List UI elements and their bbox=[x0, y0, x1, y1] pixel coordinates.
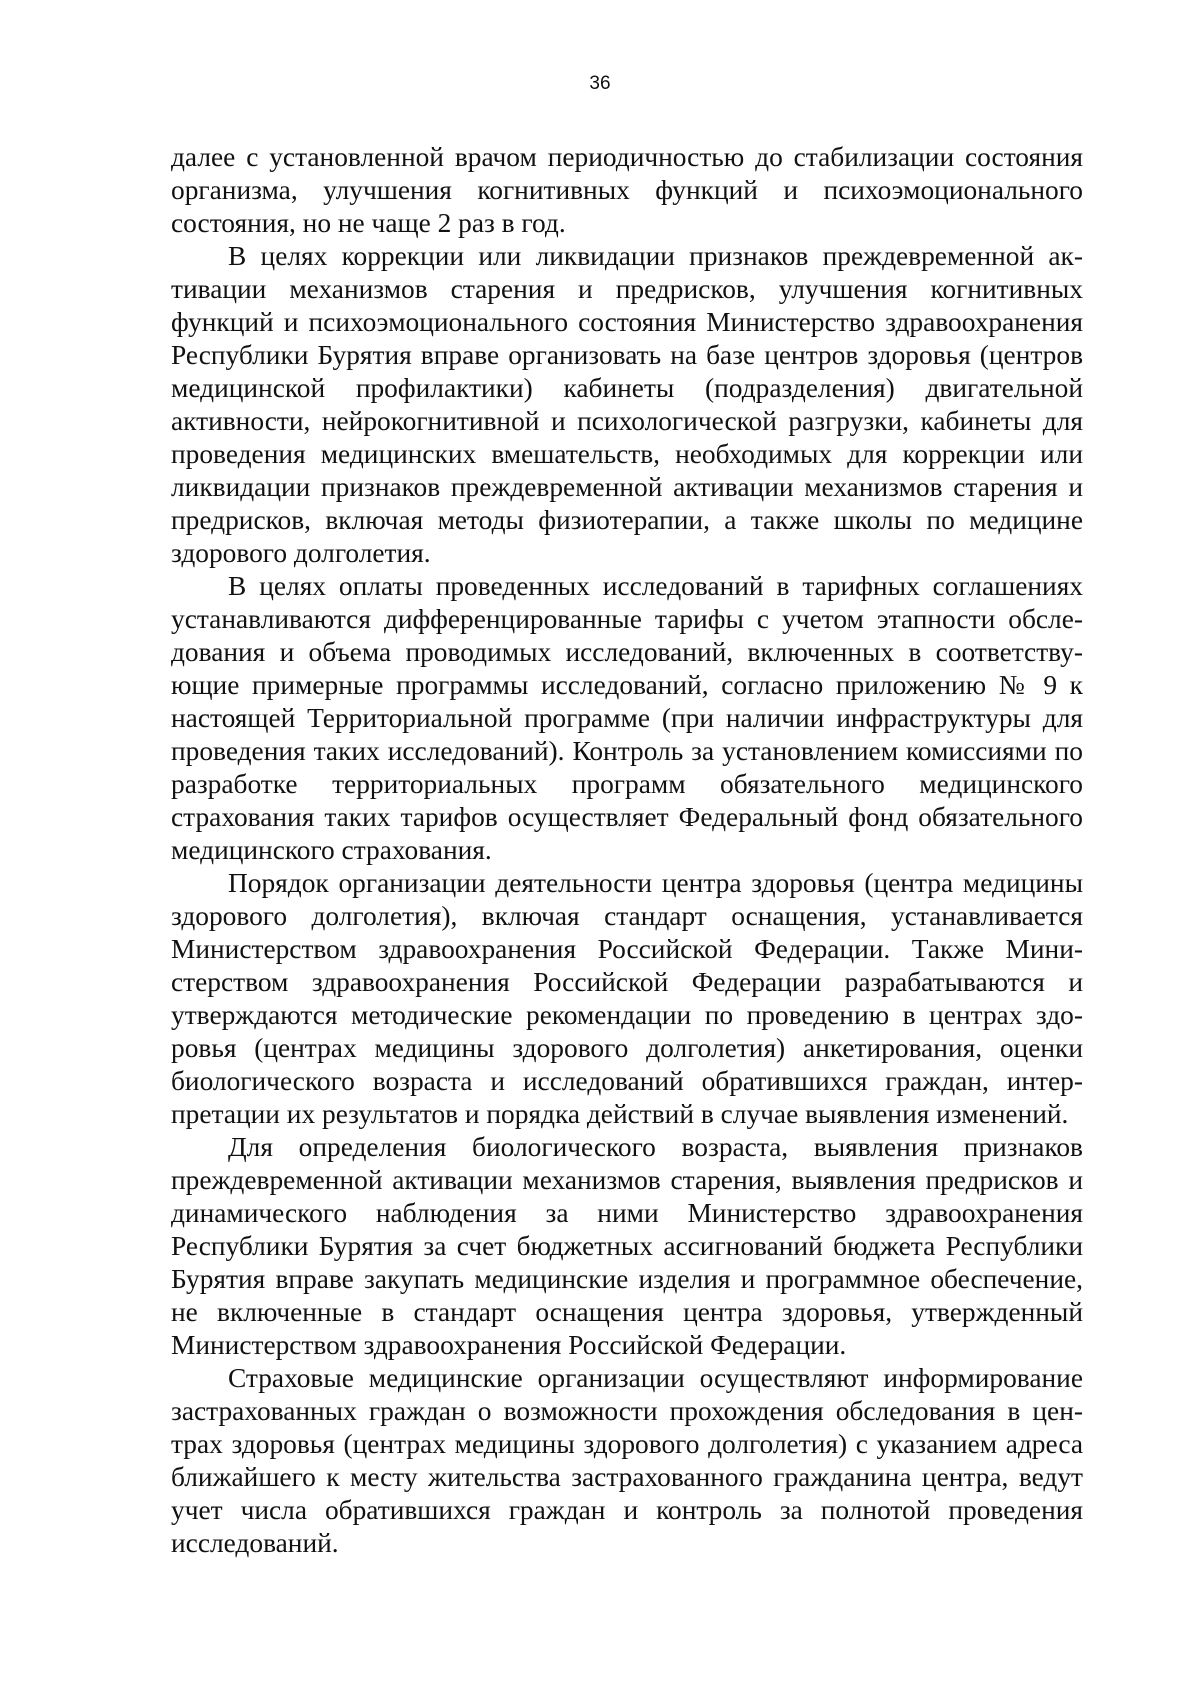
page-number: 36 bbox=[589, 73, 611, 94]
paragraph-biological-age: Для определения биологического возраста, выявления признаков преждевременной активации механизмов старения, выявления предрисков и динамического наблюдения за ними Министерство здравоохранения Республики Бурятия за счет бюджетных ассигнований бюджета Республики Бурятия вправе закупать медицинские изделия и программное обеспечение, не включенные в стандарт оснащения центра здоровья, утвержденный Министерством здравоохранения Российской Федерации. bbox=[171, 1132, 1083, 1360]
paragraph-health-center-procedure: Порядок организации деятельности центра здоровья (центра медицины здорового долголетия), включая стандарт оснащения, устанавливается Министерством здравоохранения Российской Федерации. Также Министерством здравоохранения Российской Федерации разрабатываются и утверждаются методические рекомендации по проведению в центрах здоровья (центрах медицины здорового долголетия) анкетирования, оценки биологического возраста и исследований обратившихся граждан, интерпретации их результатов и порядка действий в случае выявления изменений. bbox=[171, 868, 1083, 1129]
paragraph-insurance-organizations: Страховые медицинские организации осуществляют информирование застрахованных граждан о возможности прохождения обследования в центрах здоровья (центрах медицины здорового долголетия) с указанием адреса ближайшего к месту жительства застрахованного гражданина центра, ведут учет числа обратившихся граждан и контроль за полнотой проведения исследований. bbox=[171, 1363, 1083, 1558]
paragraph-rehabilitation-cabinets: В целях коррекции или ликвидации признаков преждевременной активации механизмов старения и предрисков, улучшения когнитивных функций и психоэмоционального состояния Министерство здравоохранения Республики Бурятия вправе организовать на базе центров здоровья (центров медицинской профилактики) кабинеты (подразделения) двигательной активности, нейрокогнитивной и психологической разгрузки, кабинеты для проведения медицинских вмешательств, необходимых для коррекции или ликвидации признаков преждевременной активации механизмов старения и предрисков, включая методы физиотерапии, а также школы по медицине здорового долголетия. bbox=[171, 241, 1083, 568]
document-body bbox=[171, 141, 1083, 1560]
paragraph-tariffs: В целях оплаты проведенных исследований в тарифных соглашениях устанавливаются дифференцированные тарифы с учетом этапности обследования и объема проводимых исследований, включенных в соответствующие примерные программы исследований, согласно приложению № 9 к настоящей Территориальной программе (при наличии инфраструктуры для проведения таких исследований). Контроль за установлением комиссиями по разработке территориальных программ обязательного медицинского страхования таких тарифов осуществляет Федеральный фонд обязательного медицинского страхования. bbox=[171, 571, 1083, 865]
paragraph-continuation: далее с установленной врачом периодичностью до стабилизации состояния организма, улучшения когнитивных функций и психоэмоционального состояния, но не чаще 2 раз в год. bbox=[171, 142, 1083, 238]
